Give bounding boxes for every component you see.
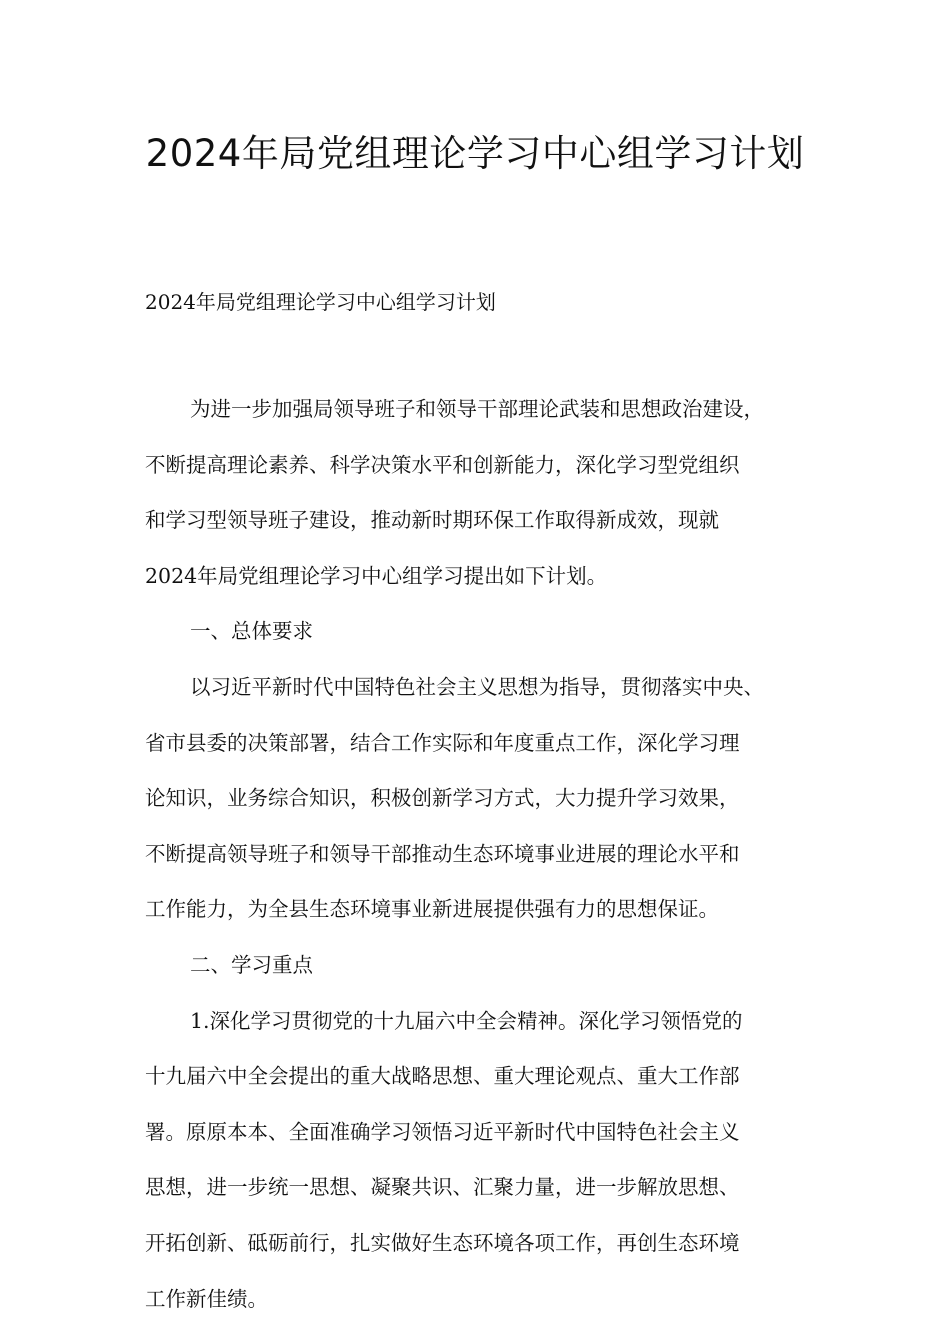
intro-paragraph-line: 2024年局党组理论学习中心组学习提出如下计划。 <box>145 563 608 588</box>
intro-paragraph-line: 和学习型领导班子建设，推动新时期环保工作取得新成效，现就 <box>145 508 719 533</box>
section-heading-study-focus: 二、学习重点 <box>190 952 313 977</box>
intro-paragraph-line: 为进一步加强局领导班子和领导干部理论武装和思想政治建设， <box>190 397 764 421</box>
focus-item-1-line: 署。原原本本、全面准确学习领悟习近平新时代中国特色社会主义 <box>145 1119 740 1144</box>
focus-item-1-line: 1.深化学习贯彻党的十九届六中全会精神。深化学习领悟党的 <box>190 1008 743 1033</box>
document-subtitle: 2024年局党组理论学习中心组学习计划 <box>145 290 496 314</box>
requirements-paragraph-line: 论知识，业务综合知识，积极创新学习方式，大力提升学习效果， <box>145 786 740 811</box>
section-heading-general-requirements: 一、总体要求 <box>190 619 313 644</box>
focus-item-1-line: 思想，进一步统一思想、凝聚共识、汇聚力量，进一步解放思想、 <box>145 1175 740 1200</box>
requirements-paragraph-line: 以习近平新时代中国特色社会主义思想为指导，贯彻落实中央、 <box>190 674 764 699</box>
document-body <box>145 382 815 1327</box>
requirements-paragraph-line: 省市县委的决策部署，结合工作实际和年度重点工作，深化学习理 <box>145 730 740 755</box>
focus-item-1-line: 十九届六中全会提出的重大战略思想、重大理论观点、重大工作部 <box>145 1064 740 1089</box>
requirements-paragraph-line: 工作能力，为全县生态环境事业新进展提供强有力的思想保证。 <box>145 897 719 922</box>
intro-paragraph-line: 不断提高理论素养、科学决策水平和创新能力，深化学习型党组织 <box>145 452 740 477</box>
focus-item-1-line: 工作新佳绩。 <box>145 1286 268 1311</box>
focus-item-1-line: 开拓创新、砥砺前行，扎实做好生态环境各项工作，再创生态环境 <box>145 1230 740 1255</box>
document-title: 2024年局党组理论学习中心组学习计划 <box>145 132 805 175</box>
requirements-paragraph-line: 不断提高领导班子和领导干部推动生态环境事业进展的理论水平和 <box>145 841 740 866</box>
